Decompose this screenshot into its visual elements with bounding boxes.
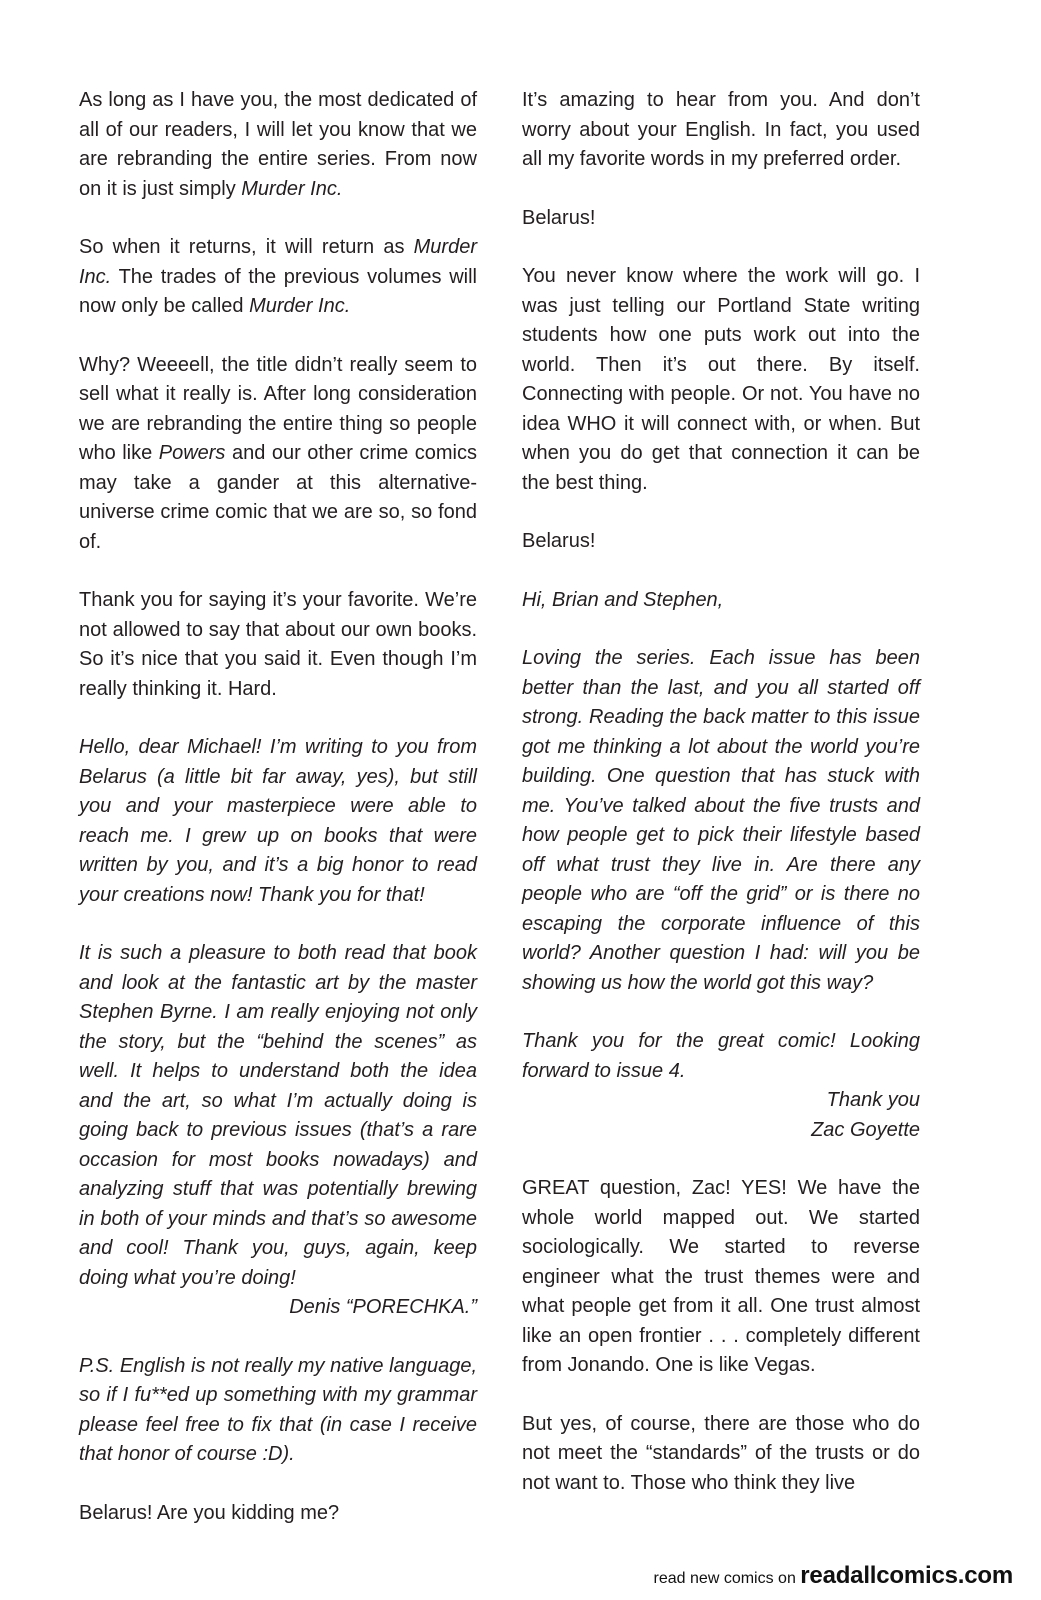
letter-zac-greeting: Hi, Brian and Stephen, [522,588,724,611]
letter-denis-signature: Denis “PORECHKA.” [289,1296,477,1318]
right-column [522,86,920,1527]
footer-brand: readallcomics.com [800,1562,1013,1589]
letter-zac-thanks: Thank you for the great comic! Looking forward to issue 4. [522,1030,920,1082]
paragraph-great-question: GREAT question, Zac! YES! We have the whole world mapped out. We started sociologically. We started to reverse engineer what the trust themes were and what people get from it all. One trust almost like an open frontier . . . completely different from Jonando. One is like Vegas. [522,1177,920,1376]
paragraph-rebranding: As long as I have you, the most dedicated of all of our readers, I will let you know that we are rebranding the entire series. From now on it is just simply Murder Inc. [79,89,477,200]
letter-zac-body: Loving the series. Each issue has been better than the last, and you all started off strong. Reading the back matter to this issue got me thinking a lot about the world you’re building. One question that has stuck with me. You’ve talked about the five trusts and how people get to pick their lifestyle based off what trust they live in. Are there any people who are “off the grid” or is there no escaping the corporate influence of this world? Another question I had: will you be showing us how the world got this way? [522,647,920,994]
letter-zac-sign-name: Zac Goyette [811,1118,920,1141]
left-column [79,86,477,1557]
letter-denis-body: It is such a pleasure to both read that book and look at the fantastic art by the master Stephen Byrne. I am really enjoying not only the story, but the “behind the scenes” as well. It helps to understand both the idea and the art, so what I’m actually doing is going back to previous issues (that’s a rare occasion for most books nowadays) and analyzing stuff that was potentially brewing in both of your minds and that’s so awesome and cool! Thank you, guys, again, keep doing what you’re doing! [79,942,477,1289]
footer-watermark [654,1562,1013,1590]
paragraph-amazing: It’s amazing to hear from you. And don’t worry about your English. In fact, you used all my favorite words in my preferred order. [522,89,920,170]
paragraph-belarus-kidding: Belarus! Are you kidding me? [79,1501,340,1524]
letter-denis-intro: Hello, dear Michael! I’m writing to you from Belarus (a little bit far away, yes), but still you and your masterpiece were able to reach me. I grew up on books that were written by you, and it’s a big honor to read your creations now! Thank you for that! [79,736,477,906]
paragraph-thank-you: Thank you for saying it’s your favorite. We’re not allowed to say that about our own books. So it’s nice that you said it. Even though I’m really thinking it. Hard. [79,589,477,700]
paragraph-but-yes: But yes, of course, there are those who do not meet the “standards” of the trusts or do not want to. Those who think they live [522,1412,920,1494]
paragraph-belarus-1: Belarus! [522,206,596,229]
paragraph-belarus-2: Belarus! [522,530,596,552]
footer-prefix: read new comics on [653,1570,801,1587]
paragraph-returns: So when it returns, it will return as Murder Inc. The trades of the previous volumes will now only be called Murder Inc. [79,236,477,317]
paragraph-why: Why? Weeeell, the title didn’t really seem to sell what it really is. After long consideration we are rebranding the entire thing so people who like Powers and our other crime comics may take a gander at this alternative-universe crime comic that we are so, so fond of. [79,353,477,553]
letter-zac-sign-thank-you: Thank you [826,1089,920,1111]
paragraph-never-know: You never know where the work will go. I was just telling our Portland State writing students how one puts work out into the world. Then it’s out there. By itself. Connecting with people. Or not. You have no idea WHO it will connect with, or when. But when you do get that connection it can be the best thing. [522,265,920,494]
letter-denis-ps: P.S. English is not really my native language, so if I fu**ed up something with my grammar please feel free to fix that (in case I receive that honor of course :D). [79,1354,477,1465]
